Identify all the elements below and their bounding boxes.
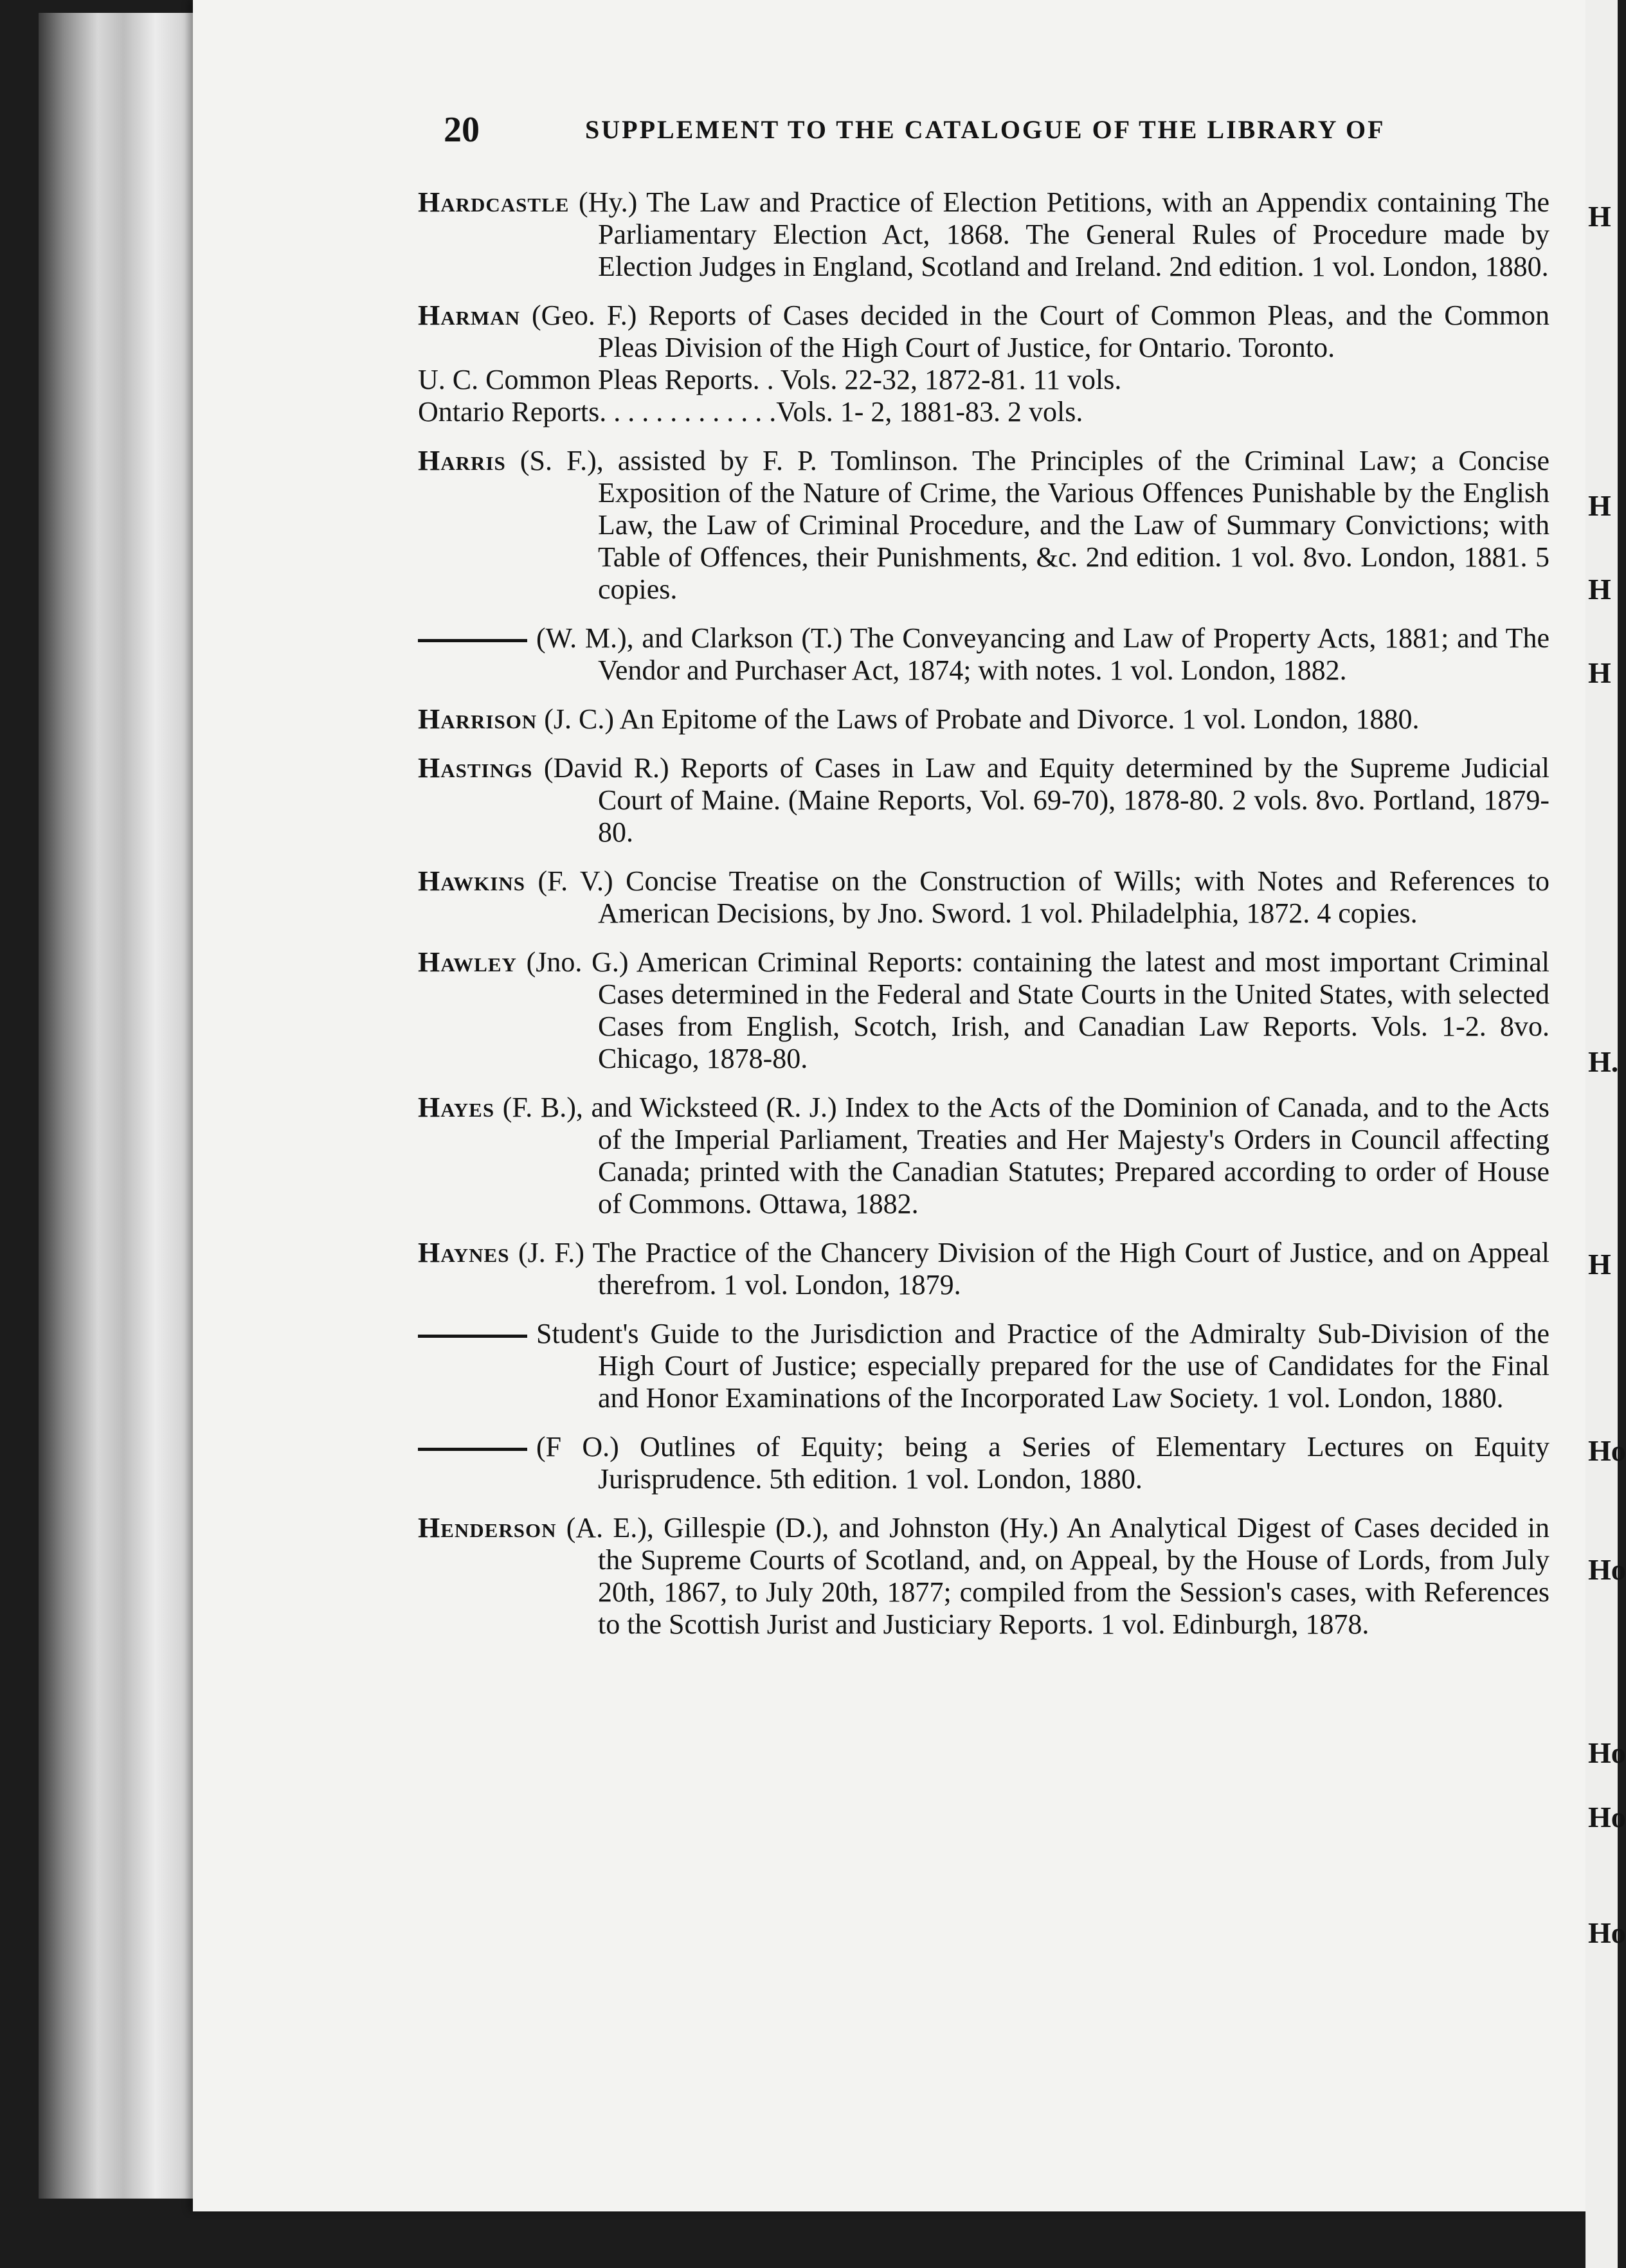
catalogue-entry xyxy=(418,445,1549,606)
entry-text xyxy=(418,946,1549,1075)
catalogue-entry xyxy=(418,752,1549,849)
next-page-fragment: Ho xyxy=(1588,1553,1626,1586)
catalogue-entry xyxy=(418,865,1549,930)
ditto-dash xyxy=(418,1335,527,1338)
catalogue-entry xyxy=(418,1237,1549,1301)
catalogue-entry xyxy=(418,1431,1549,1495)
next-page-fragment: H xyxy=(1588,1248,1611,1281)
entry-text xyxy=(418,1512,1549,1641)
catalogue-entry xyxy=(418,622,1549,687)
catalogue-entry xyxy=(418,186,1549,283)
entry-text xyxy=(418,1318,1549,1414)
entry-text xyxy=(418,1092,1549,1220)
entry-text xyxy=(418,622,1549,687)
entry-body: (Geo. F.) Reports of Cases decided in the Court of Common Pleas, and the Common Pleas Division of the High Court of Justice, for Ontario. Toronto. xyxy=(531,300,1549,363)
entry-body: (David R.) Reports of Cases in Law and Equity determined by the Supreme Judicial Court of Maine. (Maine Reports, Vol. 69-70), 1878-80. 2 vols. 8vo. Portland, 1879-80. xyxy=(543,752,1549,848)
entry-body: (J. C.) An Epitome of the Laws of Probate and Divorce. 1 vol. London, 1880. xyxy=(544,703,1420,735)
entry-body: Student's Guide to the Jurisdiction and Practice of the Admiralty Sub-Division of the High Court of Justice; especially prepared for the use of Candidates for the Final and Honor Examinations of the Incorporated Law Society. 1 vol. London, 1880. xyxy=(536,1318,1549,1414)
entry-sub-line: Ontario Reports. . . . . . . . . . . . .Vols. 1- 2, 1881-83. 2 vols. xyxy=(418,396,1083,428)
catalogue-entry xyxy=(418,1318,1549,1414)
entry-heading: Hayes xyxy=(418,1092,495,1123)
entry-heading: Henderson xyxy=(418,1512,557,1544)
catalogue-entry xyxy=(418,300,1549,428)
catalogue-entry xyxy=(418,1512,1549,1641)
entry-body: (A. E.), Gillespie (D.), and Johnston (Hy.) An Analytical Digest of Cases decided in the Supreme Courts of Scotland, and, on Appeal, by the House of Lords, from July 20th, 1867, to July 20th, 1877; compiled from the Session's cases, with References to the Scottish Jurist and Justiciary Reports. 1 vol. Edinburgh, 1878. xyxy=(566,1512,1550,1640)
entry-text xyxy=(418,865,1549,930)
page-number: 20 xyxy=(444,110,480,150)
catalogue-entry xyxy=(418,703,1549,735)
entry-body: (S. F.), assisted by F. P. Tomlinson. The Principles of the Criminal Law; a Concise Exposition of the Nature of Crime, the Various Offences Punishable by the English Law, the Law of Criminal Procedure, and the Law of Summary Convictions; with Table of Offences, their Punishments, &c. 2nd edition. 1 vol. 8vo. London, 1881. 5 copies. xyxy=(519,445,1550,605)
catalogue-entries xyxy=(418,186,1549,1657)
entry-text xyxy=(418,300,1549,364)
entry-heading: Hawkins xyxy=(418,865,525,897)
entry-text xyxy=(418,1237,1549,1301)
entry-body: (Hy.) The Law and Practice of Election Petitions, with an Appendix containing The Parliamentary Election Act, 1868. The General Rules of Procedure made by Election Judges in England, Scotland and Ireland. 2nd edition. 1 vol. London, 1880. xyxy=(579,186,1550,282)
running-head xyxy=(251,109,1408,154)
entry-text xyxy=(418,186,1549,283)
entry-body: (Jno. G.) American Criminal Reports: containing the latest and most important Criminal Cases determined in the Federal and State Courts in the United States, with selected Cases from English, Scotch, Irish, and Canadian Law Reports. Vols. 1-2. 8vo. Chicago, 1878-80. xyxy=(526,946,1549,1074)
catalogue-entry xyxy=(418,946,1549,1075)
entry-heading: Harman xyxy=(418,300,521,331)
entry-body: (F. B.), and Wicksteed (R. J.) Index to the Acts of the Dominion of Canada, and to the Acts of the Imperial Parliament, Treaties and Her Majesty's Orders in Council affecting Canada; printed with the Canadian Statutes; Prepared according to order of House of Commons. Ottawa, 1882. xyxy=(502,1092,1550,1220)
ditto-dash xyxy=(418,1448,527,1451)
ditto-dash xyxy=(418,639,527,642)
entry-heading: Hardcastle xyxy=(418,186,570,218)
entry-heading: Hastings xyxy=(418,752,533,784)
entry-body: (W. M.), and Clarkson (T.) The Conveyancing and Law of Property Acts, 1881; and The Vendor and Purchaser Act, 1874; with notes. 1 vol. London, 1882. xyxy=(536,622,1549,686)
entry-heading: Harris xyxy=(418,445,506,476)
entry-body: (J. F.) The Practice of the Chancery Division of the High Court of Justice, and on Appeal therefrom. 1 vol. London, 1879. xyxy=(518,1237,1549,1300)
adjacent-page-edge xyxy=(1585,0,1626,2268)
entry-text xyxy=(418,752,1549,849)
entry-heading: Hawley xyxy=(418,946,517,978)
entry-text xyxy=(418,703,1549,735)
catalogue-entry xyxy=(418,1092,1549,1220)
entry-body: (F O.) Outlines of Equity; being a Series of Elementary Lectures on Equity Jurisprudence. 5th edition. 1 vol. London, 1880. xyxy=(536,1431,1549,1495)
page-title: SUPPLEMENT TO THE CATALOGUE OF THE LIBRARY OF xyxy=(585,115,1386,144)
next-page-fragment: Ho xyxy=(1588,1916,1626,1949)
next-page-fragment: H xyxy=(1588,573,1611,606)
entry-heading: Harrison xyxy=(418,703,537,735)
next-page-fragment: H xyxy=(1588,200,1611,233)
entry-body: (F. V.) Concise Treatise on the Construction of Wills; with Notes and References to American Decisions, by Jno. Sword. 1 vol. Philadelphia, 1872. 4 copies. xyxy=(537,865,1549,929)
next-page-fragment: H. xyxy=(1588,1045,1619,1078)
next-page-fragment: Ho xyxy=(1588,1801,1626,1833)
entry-text xyxy=(418,445,1549,606)
entry-text xyxy=(418,1431,1549,1495)
next-page-fragment: Ho xyxy=(1588,1736,1626,1769)
next-page-fragment: H xyxy=(1588,656,1611,689)
entry-heading: Haynes xyxy=(418,1237,510,1268)
entry-sub-line: U. C. Common Pleas Reports. . Vols. 22-32, 1872-81. 11 vols. xyxy=(418,364,1122,395)
next-page-fragment: H xyxy=(1588,489,1611,522)
next-page-fragment: Ho xyxy=(1588,1434,1626,1467)
